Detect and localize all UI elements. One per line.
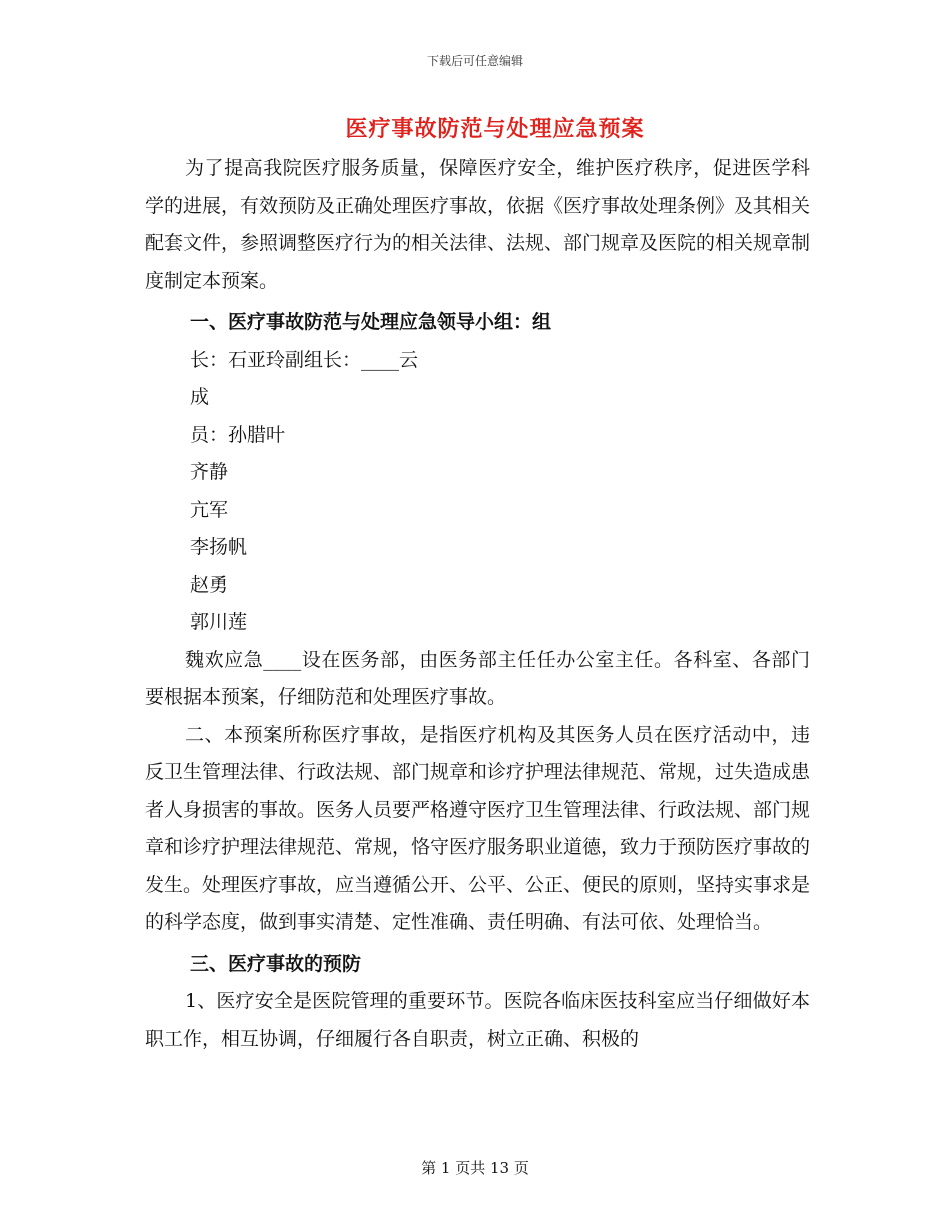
document-title: 医疗事故防范与处理应急预案 [345,116,645,142]
member-item: 李扬帆 [190,536,248,558]
intro-paragraph: 为了提高我院医疗服务质量，保障医疗安全，维护医疗秩序，促进医学科学的进展，有效预防及正确处理医疗事故，依据《医疗事故处理条例》及其相关配套文件，参照调整医疗行为的相关法律、法规、部门规章及医院的相关规章制度制定本预案。 [145,157,811,292]
section3-heading: 三、医疗事故的预防 [190,952,362,975]
document-body [145,150,810,1058]
member-item: 赵勇 [190,573,229,596]
members-line: 员：孙腊叶 [190,423,286,446]
section1-heading: 一、医疗事故防范与处理应急领导小组：组 [190,311,552,333]
member-label: 成 [190,386,210,408]
section2-paragraph: 二、本预案所称医疗事故，是指医疗机构及其医务人员在医疗活动中，违反卫生管理法律、行政法规、部门规章和诊疗护理法律规范、常规，过失造成患者人身损害的事故。医务人员要严格遵守医疗卫生管理法律、行政法规、部门规章和诊疗护理法律规范、常规，恪守医疗服务职业道德，致力于预防医疗事故的发生。处理医疗事故，应当遵循公开、公平、公正、便民的原则，坚持实事求是的科学态度，做到事实清楚、定性准确、责任明确、有法可依、处理恰当。 [145,723,811,933]
member-item: 亢军 [190,498,229,521]
member-item: 郭川莲 [190,611,248,633]
page-header: 下载后可任意编辑 [426,54,523,68]
office-paragraph: 魏欢应急____设在医务部，由医务部主任任办公室主任。各科室、各部门要根据本预案，仔细防范和处理医疗事故。 [145,648,810,708]
leader-line: 长：石亚玲副组长：____云 [190,348,419,371]
page-footer: 第 1 页共 13 页 [421,1159,529,1177]
section3-item1: 1、医疗安全是医院管理的重要环节。医院各临床医技科室应当仔细做好本职工作，相互协调，仔细履行各自职责，树立正确、积极的 [145,990,810,1050]
member-item: 齐静 [190,461,229,483]
